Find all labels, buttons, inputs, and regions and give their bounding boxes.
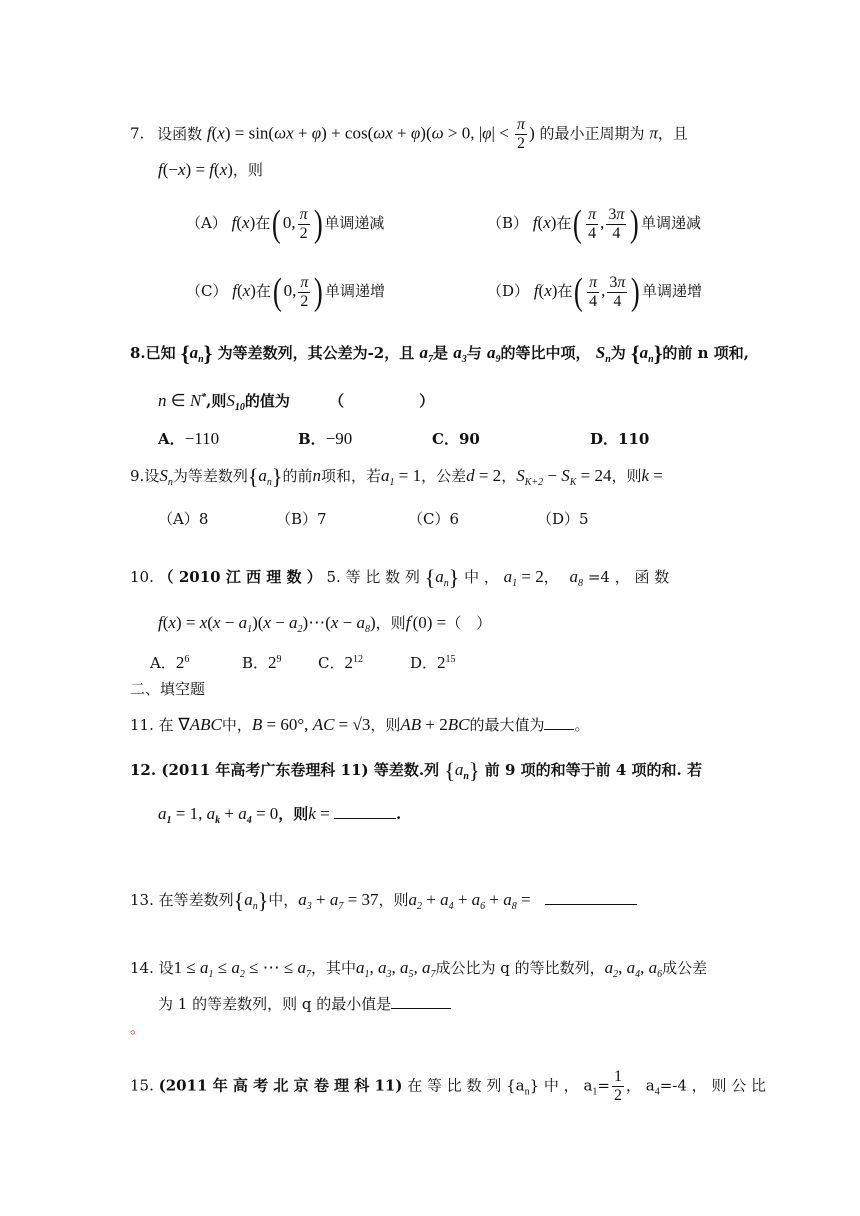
section-fill-in-heading: 二、填空题 — [130, 680, 206, 698]
q15-line: 15. (2011 年 高 考 北 京 卷 理 科 11) 在 等 比 数 列 $\{a_n\}$ 中 ， $a_1=$ $\frac{1}{2}$ ， $a_4=-4$ ， 则 公 比 — [130, 1068, 766, 1104]
q10-option-a: A．$2^6$ — [150, 653, 190, 672]
q8-line-1: 8.已知 $\{a_n\}$ 为等差数列，其公差为-2，且 $a_7$是 $a_3$与 $a_9$的等比中项， $S_n$为 $\{a_n\}$的前 n 项和, — [130, 341, 749, 366]
q10-line-2: $f(x) = x(x - a_1)(x$ − $a_2)\cdots(x - a_8)$，则f'(0) =（ ） — [158, 613, 492, 635]
q7-line-1: 7. 设函数 f(x) = sin(ωx + φ) + cos(ωx + φ)(ω > 0, |φ| < $\frac{\pi}{2}$ ) 的最小正周期为 π，且 — [130, 116, 688, 152]
q7-option-a: （A） f(x)在( 0, $\frac{\pi}{2}$ ) 单调递减 — [186, 203, 385, 245]
q14-line-1: 14. 设$1 \le a_1 \le a_2$ ≤ ⋯ ≤ $a_7$，其中$a_1$, $a_3$, $a_5$, $a_7$成公比为 q 的等比数列，$a_2$, $a_4$, $a_6$成公差 — [130, 958, 708, 980]
q9-option-a: （A）8 — [158, 510, 209, 528]
q9-option-b: （B）7 — [276, 510, 327, 528]
q7-number: 7. — [130, 124, 145, 143]
q9-option-d: （D）5 — [537, 510, 589, 528]
q7-option-c: （C） f(x)在( 0, $\frac{\pi}{2}$ ) 单调递增 — [186, 271, 385, 313]
q8-line-2: n ∈ N*,则$S_{10}$的值为 （ ） — [158, 391, 435, 413]
q10-option-d: D．$2^{15}$ — [410, 653, 456, 672]
fraction-pi-over-2: $\frac{\pi}{2}$ — [517, 116, 526, 152]
q8-option-d: D．110 — [590, 430, 650, 448]
q8-option-b: B．−90 — [298, 429, 353, 448]
q7-line-2: f(−x) = f(x)，则 — [158, 160, 263, 179]
q9-option-c: （C）6 — [408, 510, 460, 528]
q9-line-1: 9.设$S_n$为等差数列$\{a_n\}$的前n项和，若$a_1 = 1$，公差d = 2，$S_{K+2} - S_K = 24$，则k = — [130, 464, 663, 489]
q8-option-c: C．90 — [432, 430, 480, 448]
q12-line-2: $a_1 = 1$, $a_k + a_4 = 0$，则k = . — [158, 804, 402, 826]
q11-line: 11. 在 ∇ABC中，B = 60°, AC = √3，则AB + 2BC的最大值为 。 — [130, 715, 590, 734]
q12-line-1: 12. (2011 年高考广东卷理科 11) 等差数.列 $\{a_n\}$ 前 9 项的和等于前 4 项的和. 若 — [130, 758, 702, 783]
q10-line-1: 10. （ 2010 江 西 理 数 ） 5. 等 比 数 列 $\{a_n\}$ 中 ， $a_1 = 2$， $a_8 =4$ ， 函 数 — [130, 565, 670, 590]
q7-option-b: （B） f(x)在( $\frac{\pi}{4}$ , $\frac{3\pi}{4}$ ) 单调递减 — [487, 203, 702, 245]
q14-line-2: 为 1 的等差数列，则 q 的最小值是 — [158, 994, 451, 1014]
q13-line: 13. 在等差数列$\{a_n\}$中，$a_3 + a_7 = 37$，则$a_2 + a_4 + a_6 + a_8$ = — [130, 890, 637, 917]
q10-option-c: C．$2^{12}$ — [318, 653, 363, 672]
q8-option-a: A．−110 — [158, 429, 220, 448]
q7-option-d: （D） f(x)在( $\frac{\pi}{4}$ , $\frac{3\pi}{4}$ ) 单调递增 — [487, 271, 703, 313]
q10-option-b: B．$2^9$ — [242, 653, 282, 672]
q14-trailing-mark: 。 — [130, 1019, 146, 1037]
